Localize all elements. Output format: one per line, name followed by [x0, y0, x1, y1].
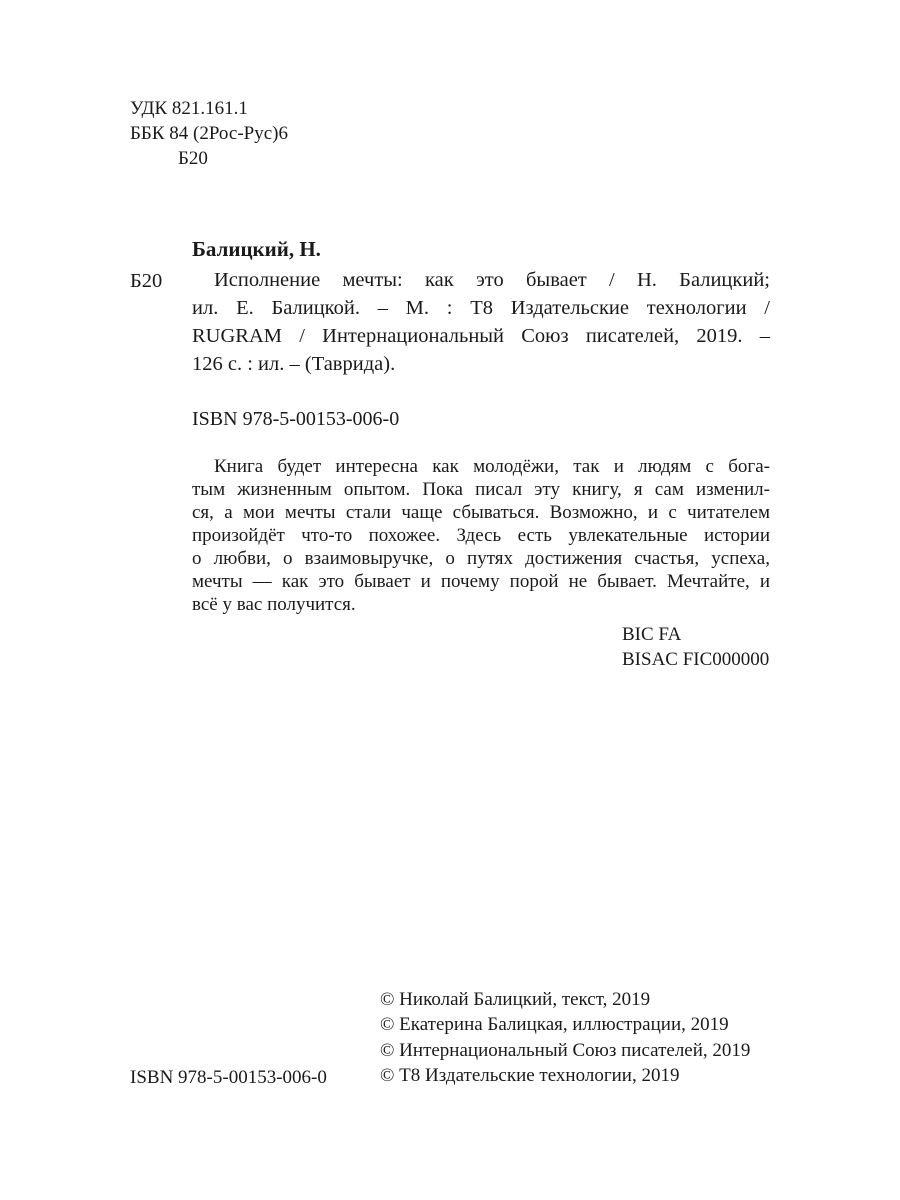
record-isbn: ISBN 978-5-00153-006-0	[192, 408, 400, 430]
copyright-line: © Интернациональный Союз писателей, 2019	[380, 1040, 751, 1061]
copyright-line: © Т8 Издательские технологии, 2019	[380, 1065, 680, 1086]
annotation-line: о любви, о взаимовыручке, о путях достижения счастья, успеха,	[192, 548, 770, 569]
bisac-code: BISAC FIC000000	[622, 649, 770, 670]
author-heading: Балицкий, Н.	[192, 237, 321, 261]
copyright-line: © Николай Балицкий, текст, 2019	[380, 989, 651, 1010]
annotation-line: ся, а мои мечты стали чаще сбываться. Возможно, и с читателем	[192, 502, 770, 523]
author-sign-code: Б20	[178, 148, 208, 169]
annotation-line: всё у вас получится.	[192, 594, 356, 615]
description-line: 126 с. : ил. – (Таврида).	[192, 353, 396, 375]
annotation-line: Книга будет интересна как молодёжи, так и людям с бога-	[214, 456, 770, 477]
bbk-code: ББК 84 (2Рос-Рус)6	[130, 123, 288, 144]
description-line: ил. Е. Балицкой. – М. : Т8 Издательские технологии /	[192, 297, 770, 319]
bic-code: BIC FA	[622, 624, 682, 645]
copyright-line: © Екатерина Балицкая, иллюстрации, 2019	[380, 1014, 729, 1035]
annotation-line: произойдёт что-то похожее. Здесь есть увлекательные истории	[192, 525, 770, 546]
description-line: RUGRAM / Интернациональный Союз писателей, 2019. –	[192, 325, 770, 347]
annotation-line: тым жизненным опытом. Пока писал эту книгу, я сам изменил-	[192, 479, 770, 500]
udk-code: УДК 821.161.1	[130, 98, 248, 119]
annotation-line: мечты — как это бывает и почему порой не бывает. Мечтайте, и	[192, 571, 770, 592]
record-code: Б20	[130, 270, 163, 292]
description-line: Исполнение мечты: как это бывает / Н. Балицкий;	[214, 269, 770, 291]
footer-isbn: ISBN 978-5-00153-006-0	[130, 1067, 327, 1088]
